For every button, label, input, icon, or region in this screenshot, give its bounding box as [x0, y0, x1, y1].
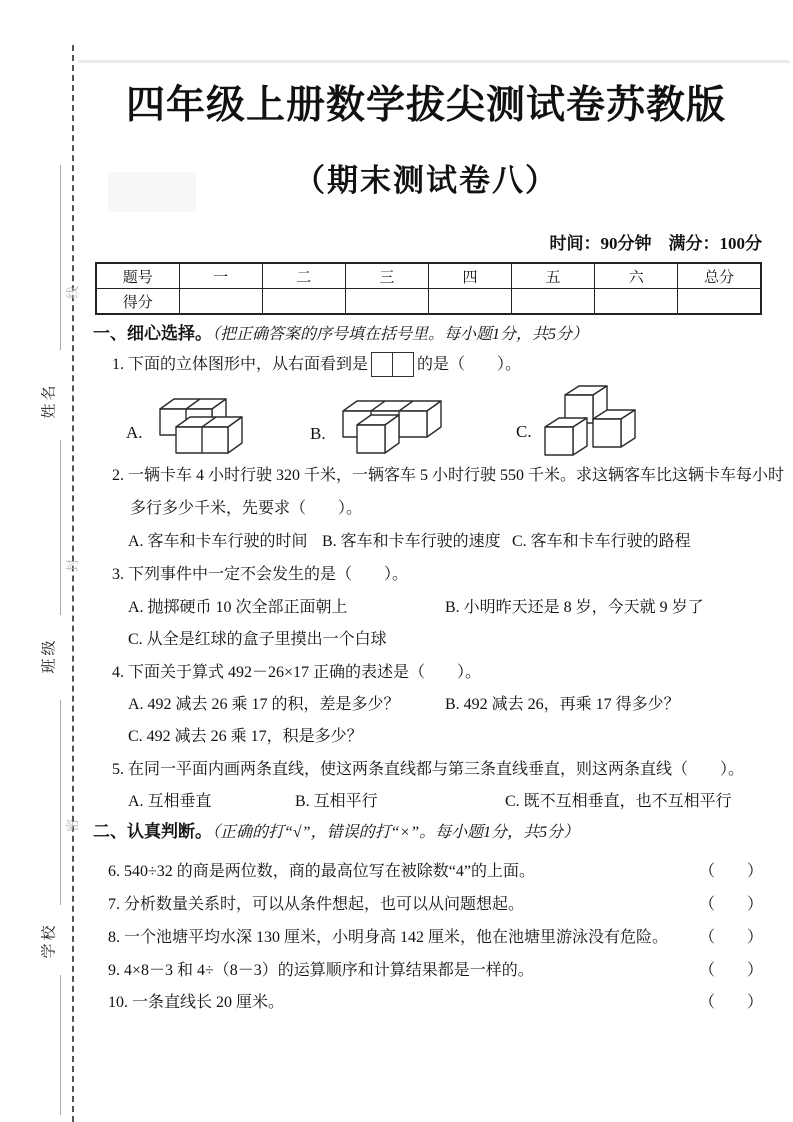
sidebar-field-name: 姓名	[41, 381, 58, 419]
answer-bracket: （ ）	[698, 929, 763, 946]
judgment-text: 7. 分析数量关系时，可以从条件想起，也可以从问题想起。	[108, 896, 525, 913]
section-2-heading	[93, 822, 579, 843]
judgment-item-9	[108, 957, 763, 980]
judgment-item-8	[108, 924, 763, 947]
score-table-col: 总分	[678, 263, 761, 289]
score-row-label: 得分	[96, 289, 179, 315]
score-cell	[595, 289, 678, 315]
question-5-stem: 5. 在同一平面内画两条直线，使这两条直线都与第三条直线垂直，则这两条直线（ ）。	[112, 761, 745, 778]
name-blank-line	[60, 440, 61, 615]
exam-meta: 时间：90分钟 满分：100分	[549, 234, 762, 253]
answer-bracket: （ ）	[698, 896, 763, 913]
question-1	[112, 352, 521, 377]
judgment-text: 8. 一个池塘平均水深 130 厘米，小明身高 142 厘米，他在池塘里游泳没有危险。	[108, 929, 669, 946]
score-cell	[262, 289, 345, 315]
question-1-option-a	[126, 395, 244, 455]
question-2-option-b: B. 客车和卡车行驶的速度	[322, 533, 501, 550]
score-cell	[179, 289, 262, 315]
score-cell	[512, 289, 595, 315]
answer-bracket: （ ）	[698, 994, 763, 1011]
judgment-text: 9. 4×8－3 和 4÷（8－3）的运算顺序和计算结果都是一样的。	[108, 962, 534, 979]
section-1-note: （把正确答案的序号填在括号里。每小题1分，共5分）	[212, 326, 589, 343]
score-cell	[429, 289, 512, 315]
score-table	[95, 262, 762, 315]
question-3-option-c: C. 从全是红球的盒子里摸出一个白球	[128, 631, 387, 648]
question-3-option-a: A. 抛掷硬币 10 次全部正面朝上	[128, 599, 348, 616]
score-table-col: 五	[512, 263, 595, 289]
score-table-col: 四	[429, 263, 512, 289]
sidebar-field-class: 班级	[41, 636, 58, 674]
question-1-option-b	[310, 395, 443, 457]
question-3-stem: 3. 下列事件中一定不会发生的是（ ）。	[112, 566, 409, 583]
judgment-text: 10. 一条直线长 20 厘米。	[108, 994, 285, 1011]
question-5-option-c: C. 既不互相垂直，也不互相平行	[505, 793, 732, 810]
question-4-option-c: C. 492 减去 26 乘 17，积是多少？	[128, 728, 363, 745]
judgment-item-7	[108, 891, 763, 914]
score-table-col: 六	[595, 263, 678, 289]
option-label: B.	[310, 424, 326, 443]
question-2-option-a: A. 客车和卡车行驶的时间	[128, 533, 308, 550]
page-subtitle: （期末测试卷八）	[294, 163, 558, 198]
page-top-edge	[78, 60, 790, 63]
cube-figure-c	[537, 385, 637, 463]
table-row	[96, 263, 761, 289]
score-cell	[345, 289, 428, 315]
question-4-option-b: B. 492 减去 26，再乘 17 得多少？	[445, 696, 680, 713]
section-1-title: 一、细心选择。	[93, 324, 212, 343]
judgment-item-10	[108, 989, 763, 1012]
section-2-note: （正确的打“√”，错误的打“×”。每小题1分，共5分）	[212, 824, 580, 841]
question-2-line1: 2. 一辆卡车 4 小时行驶 320 千米，一辆客车 5 小时行驶 550 千米。求这辆客车比这辆卡车每小时	[112, 467, 785, 484]
question-3-option-b: B. 小明昨天还是 8 岁，今天就 9 岁了	[445, 599, 704, 616]
cube-figure-a	[148, 395, 244, 455]
question-1-stem-after: 的是（ ）。	[417, 355, 522, 373]
name-blank-line	[60, 165, 61, 350]
score-table-col: 三	[345, 263, 428, 289]
question-1-stem: 1. 下面的立体图形中，从右面看到是	[112, 355, 369, 373]
option-label: A.	[126, 423, 143, 442]
sidebar-field-school: 学校	[41, 921, 58, 959]
school-blank-line	[60, 975, 61, 1115]
judgment-text: 6. 540÷32 的商是两位数，商的最高位写在被除数“4”的上面。	[108, 863, 535, 880]
answer-bracket: （ ）	[698, 863, 763, 880]
question-2-line2: 多行多少千米，先要求（ ）。	[130, 500, 363, 517]
answer-bracket: （ ）	[698, 962, 763, 979]
section-1-heading	[93, 324, 588, 345]
question-5-option-a: A. 互相垂直	[128, 793, 212, 810]
question-5-option-b: B. 互相平行	[295, 793, 378, 810]
right-view-grid	[371, 352, 414, 377]
seal-char: 封	[65, 558, 81, 572]
section-2-title: 二、认真判断。	[93, 822, 212, 841]
score-table-header: 题号	[96, 263, 179, 289]
cube-figure-b	[331, 395, 443, 457]
seal-char: 线	[65, 285, 81, 299]
judgment-item-6	[108, 858, 763, 881]
question-4-stem: 4. 下面关于算式 492－26×17 正确的表述是（ ）。	[112, 664, 482, 681]
score-table-col: 一	[179, 263, 262, 289]
table-row	[96, 289, 761, 315]
page-title: 四年级上册数学拔尖测试卷苏教版	[125, 84, 726, 127]
option-label: C.	[516, 422, 532, 441]
class-blank-line	[60, 700, 61, 905]
score-table-col: 二	[262, 263, 345, 289]
score-cell	[678, 289, 761, 315]
question-4-option-a: A. 492 减去 26 乘 17 的积，差是多少？	[128, 696, 400, 713]
question-1-option-c	[516, 385, 637, 463]
question-2-option-c: C. 客车和卡车行驶的路程	[512, 533, 691, 550]
seal-char: 密	[65, 818, 81, 832]
